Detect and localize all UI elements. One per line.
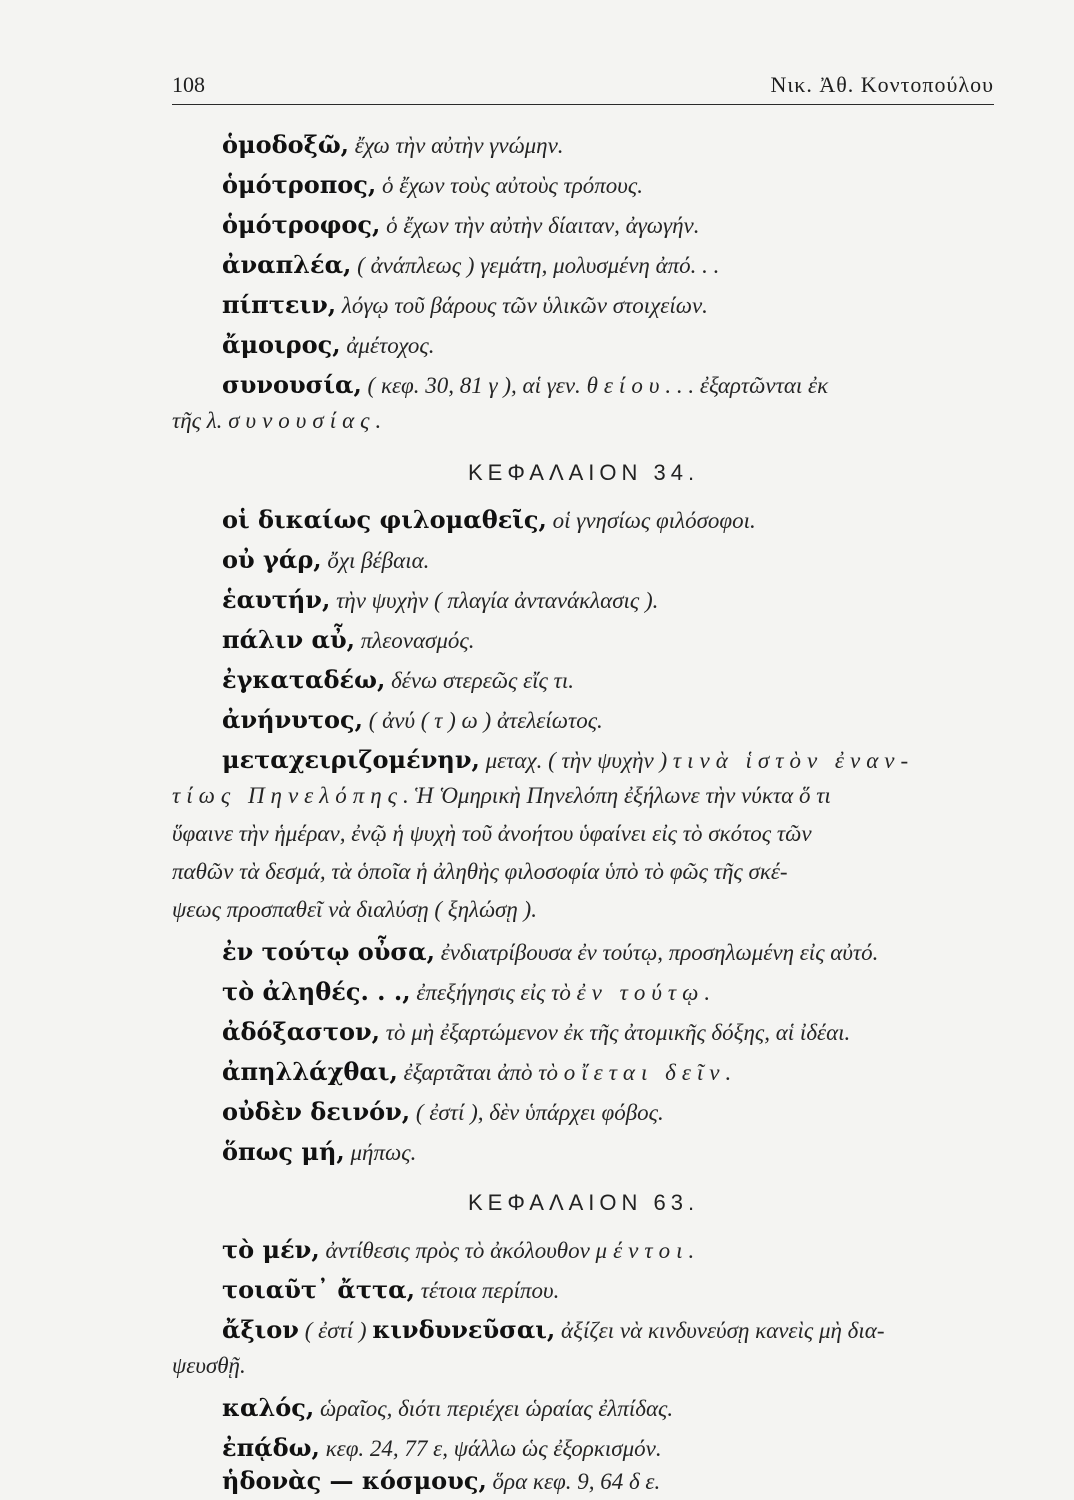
entry-line: ἐγκαταδέω, δένω στερεῶς εἴς τι. — [222, 665, 574, 694]
entry-line: οἱ δικαίως φιλομαθεῖς, οἱ γνησίως φιλόσοφοι. — [222, 505, 756, 534]
entry-line: ἀνήνυτος, ( ἀνύ ( τ ) ω ) ἀτελείωτος. — [222, 705, 603, 734]
entry-line: πίπτειν, λόγῳ τοῦ βάρους τῶν ὑλικῶν στοιχείων. — [222, 290, 708, 319]
entry-line: τῆς λ. συνουσίας. — [172, 408, 382, 433]
chapter-heading: ΚΕΦΑΛΑΙΟΝ 63. — [468, 1190, 700, 1215]
entry-line: παθῶν τὰ δεσμά, τὰ ὁποῖα ἡ ἀληθὴς φιλοσοφία ὑπὸ τὸ φῶς τῆς σκέ- — [172, 859, 788, 884]
entry-line: πάλιν αὖ, πλεονασμός. — [222, 625, 475, 654]
page-number: 108 — [172, 72, 205, 97]
entry-line: ἑαυτήν, τὴν ψυχὴν ( πλαγία ἀντανάκλασις ). — [222, 585, 659, 614]
entry-line: ἀπηλλάχθαι, ἐξαρτᾶται ἀπὸ τὸ οἴεται δεῖν. — [222, 1057, 732, 1086]
entry-line: ψευσθῇ. — [172, 1353, 246, 1378]
entry-line: ὅπως μή, μήπως. — [222, 1137, 417, 1166]
entry-line: ἀναπλέα, ( ἀνάπλεως ) γεμάτη, μολυσμένη ἀπό. . . — [222, 250, 720, 279]
entry-line: ψεως προσπαθεῖ νὰ διαλύσῃ ( ξηλώσῃ ). — [172, 897, 537, 922]
entry-line: οὐ γάρ, ὄχι βέβαια. — [222, 545, 430, 574]
entry-line: ἄμοιρος, ἀμέτοχος. — [222, 330, 435, 359]
entry-line: ἄξιον ( ἐστί ) κινδυνεῦσαι, ἀξίζει νὰ κινδυνεύσῃ κανεὶς μὴ δια- — [222, 1315, 885, 1344]
running-head: Νικ. Ἀθ. Κοντοπούλου — [770, 72, 994, 97]
entry-line: οὐδὲν δεινόν, ( ἐστί ), δὲν ὑπάρχει φόβος. — [222, 1097, 664, 1126]
entry-line: ἐν τούτῳ οὖσα, ἐνδιατρίβουσα ἐν τούτῳ, προσηλωμένη εἰς αὐτό. — [222, 937, 879, 966]
entry-line: τίως Πηνελόπης. Ἡ Ὁμηρικὴ Πηνελόπη ἐξήλωνε τὴν νύκτα ὅ τι — [172, 783, 831, 808]
entry-line: ἐπᾴδω, κεφ. 24, 77 ε, ψάλλω ὡς ἐξορκισμόν. — [222, 1433, 662, 1462]
entry-line: τὸ ἀληθές. . ., ἐπεξήγησις εἰς τὸ ἐν τούτῳ. — [222, 977, 711, 1006]
entry-line: ὕφαινε τὴν ἡμέραν, ἐνῷ ἡ ψυχὴ τοῦ ἀνοήτου ὑφαίνει εἰς τὸ σκότος τῶν — [172, 821, 812, 846]
entry-line: ὁμότροπος, ὁ ἔχων τοὺς αὐτοὺς τρόπους. — [222, 170, 643, 199]
entry-line: ἡδονὰς — κόσμους, ὅρα κεφ. 9, 64 δ ε. — [222, 1466, 661, 1495]
entry-line: μεταχειριζομένην, μεταχ. ( τὴν ψυχὴν ) τινὰ ἱστὸν ἐναν- — [222, 745, 915, 774]
entry-line: ὁμοδοξῶ, ἔχω τὴν αὐτὴν γνώμην. — [222, 130, 564, 159]
entry-line: τὸ μέν, ἀντίθεσις πρὸς τὸ ἀκόλουθον μέντοι. — [222, 1235, 695, 1264]
entry-line: συνουσία, ( κεφ. 30, 81 γ ), αἱ γεν. θείου. . . ἐξαρτῶνται ἐκ — [222, 370, 829, 399]
page-header — [172, 70, 994, 105]
entry-line: ὁμότροφος, ὁ ἔχων τὴν αὐτὴν δίαιταν, ἀγωγήν. — [222, 210, 700, 239]
chapter-heading: ΚΕΦΑΛΑΙΟΝ 34. — [468, 460, 700, 485]
entry-line: καλός, ὡραῖος, διότι περιέχει ὡραίας ἐλπίδας. — [222, 1393, 674, 1422]
entry-line: ἀδόξαστον, τὸ μὴ ἐξαρτώμενον ἐκ τῆς ἀτομικῆς δόξης, αἱ ἰδέαι. — [222, 1017, 851, 1046]
entry-line: τοιαῦτ᾿ ἄττα, τέτοια περίπου. — [222, 1275, 560, 1304]
